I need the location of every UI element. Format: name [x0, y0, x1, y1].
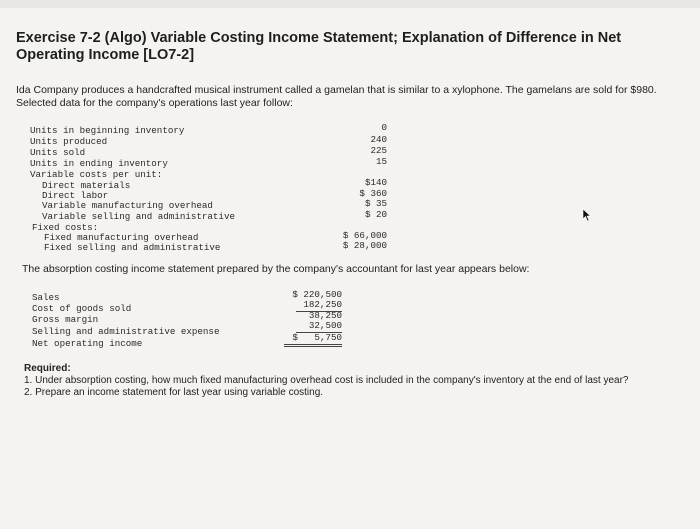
required-section	[24, 363, 684, 399]
row-label: Fixed manufacturing overhead	[44, 232, 199, 243]
is-label: Sales	[32, 292, 60, 303]
row-label: Fixed selling and administrative	[44, 242, 221, 253]
row-label: Units in beginning inventory	[30, 125, 185, 136]
row-label: Variable manufacturing overhead	[42, 200, 213, 211]
row-value: 15	[375, 156, 387, 167]
row-label: Units in ending inventory	[30, 158, 168, 169]
row-label: Direct materials	[42, 180, 131, 191]
row-label: Variable costs per unit:	[30, 169, 163, 180]
is-value: 32,500	[296, 321, 342, 333]
absorption-intro: The absorption costing income statement prepared by the company's accountant for last year appears below:	[22, 263, 530, 275]
is-value: $ 220,500	[292, 289, 342, 300]
row-value: $140	[364, 177, 387, 188]
is-value: 38,250	[308, 310, 342, 321]
row-value: 225	[370, 145, 387, 156]
top-bar	[0, 0, 700, 8]
row-label: Fixed costs:	[32, 222, 99, 233]
row-label: Variable selling and administrative	[42, 211, 235, 222]
is-label: Net operating income	[32, 338, 143, 349]
exercise-title: Exercise 7-2 (Algo) Variable Costing Income Statement; Explanation of Difference in Net Operating Income [LO7-2]	[16, 30, 622, 63]
row-label: Units produced	[30, 136, 108, 147]
mouse-cursor-icon	[582, 208, 592, 222]
row-label: Units sold	[30, 147, 86, 158]
row-label: Direct labor	[42, 190, 109, 201]
question-2: 2. Prepare an income statement for last year using variable costing.	[24, 387, 324, 398]
is-label: Gross margin	[32, 314, 99, 325]
row-value: $ 66,000	[342, 230, 387, 241]
is-value: $ 5,750	[284, 333, 342, 347]
row-value: $ 20	[364, 209, 387, 220]
required-heading: Required:	[24, 363, 71, 374]
is-label: Cost of goods sold	[32, 303, 132, 314]
is-value: 182,250	[296, 300, 342, 312]
row-value: 0	[381, 122, 387, 133]
row-value: $ 360	[359, 188, 387, 199]
intro-text: Ida Company produces a handcrafted musical instrument called a gamelan that is similar to a xylophone. The gamelans are sold for $980. Selected data for the company's operations last year follow:	[16, 84, 657, 109]
question-1: 1. Under absorption costing, how much fixed manufacturing overhead cost is included in the company's inventory at the end of last year?	[24, 375, 629, 386]
row-value: 240	[370, 134, 387, 145]
row-value: $ 28,000	[342, 240, 387, 251]
is-label: Selling and administrative expense	[32, 326, 220, 337]
row-value: $ 35	[364, 198, 387, 209]
